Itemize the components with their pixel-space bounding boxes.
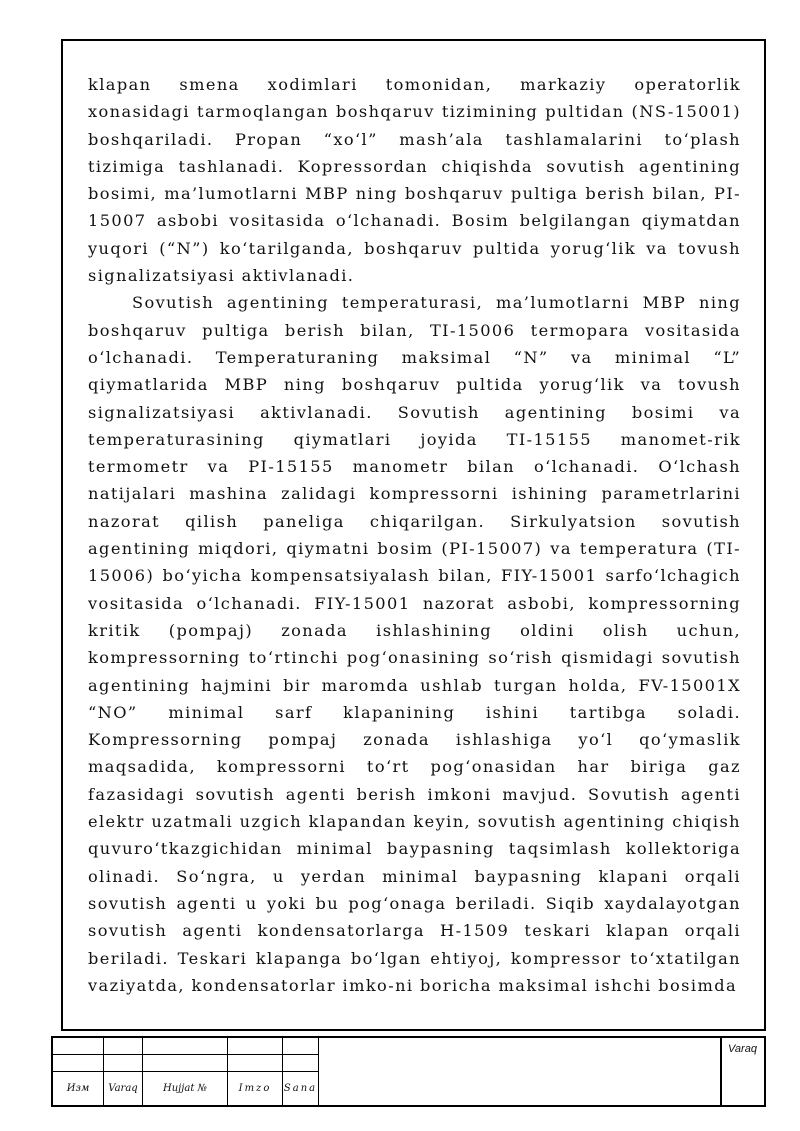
document-body	[88, 71, 741, 999]
paragraph-2: Sovutish agentining temperaturasi, ma’lumotlarni MBP ning boshqaruv pultiga berish bilan, TI-15006 termopara vositasida o‘lchanadi. Temperaturaning maksimal “N” va minimal “L” qiymatlarida MBP ning boshqaruv pultida yorug‘lik va tovush signalizatsiyasi aktivlanadi. Sovutish agentining bosimi va temperaturasining qiymatlari joyida TI-15155 manomet-rik termometr va PI-15155 manometr bilan o‘lchanadi. O‘lchash natijalari mashina zalidagi kompressorni ishining parametrlarini nazorat qilish paneliga chiqarilgan. Sirkulyatsion sovutish agentining miqdori, qiymatni bosim (PI-15007) va temperatura (TI-15006) bo‘yicha kompensatsiyalash bilan, FIY-15001 sarfo‘lchagich vositasida o‘lchanadi. FIY-15001 nazorat asbobi, kompressorning kritik (pompaj) zonada ishlashining oldini olish uchun, kompressorning to‘rtinchi pog‘onasining so‘rish qismidagi sovutish agentining hajmini bir maromda ushlab turgan holda, FV-15001X “NO” minimal sarf klapanining ishini tartibga soladi. Kompressorning pompaj zonada ishlashiga yo‘l qo‘ymaslik maqsadida, kompressorni to‘rt pog‘onasidan har biriga gaz fazasidagi sovutish agenti berish imkoni mavjud. Sovutish agenti elektr uzatmali uzgich klapandan keyin, sovutish agentining chiqish quvuro‘tkazgichidan minimal baypasning taqsimlash kollektoriga olinadi. So‘ngra, u yerdan minimal baypasning klapani orqali sovutish agenti u yoki bu pog‘onaga beriladi. Siqib xaydalayotgan sovutish agenti kondensatorlarga H-1509 teskari klapan orqali beriladi. Teskari klapanga bo‘lgan ehtiyoj, kompressor to‘xtatilgan vaziyatda, kondensatorlar imko-ni boricha maksimal ishchi bosimda	[88, 293, 741, 995]
sheet-number-box	[720, 1038, 764, 1105]
stamp-izm-label: Изм	[53, 1072, 104, 1106]
title-block-grid	[53, 1038, 319, 1105]
stamp-varaq-label: Varaq	[104, 1072, 143, 1106]
stamp-sana-label: Sana	[283, 1072, 319, 1106]
sheet-number-label: Varaq	[728, 1043, 757, 1055]
title-block	[51, 1036, 766, 1107]
paragraph-1: klapan smena xodimlari tomonidan, markaziy operatorlik xonasidagi tarmoqlangan boshqaruv tizimining pultidan (NS-15001) boshqariladi. Propan “xo‘l” mash’ala tashlamalarini to‘plash tizimiga tashlanadi. Kopressordan chiqishda sovutish agentining bosimi, ma’lumotlarni MBP ning boshqaruv pultiga berish bilan, PI-15007 asbobi vositasida o‘lchanadi. Bosim belgilangan qiymatdan yuqori (“N”) ko‘tarilganda, boshqaruv pultida yorug‘lik va tovush signalizatsiyasi aktivlanadi.	[88, 75, 741, 286]
stamp-hujjat-label: Hujjat №	[143, 1072, 228, 1106]
stamp-imzo-label: Imzo	[228, 1072, 283, 1106]
